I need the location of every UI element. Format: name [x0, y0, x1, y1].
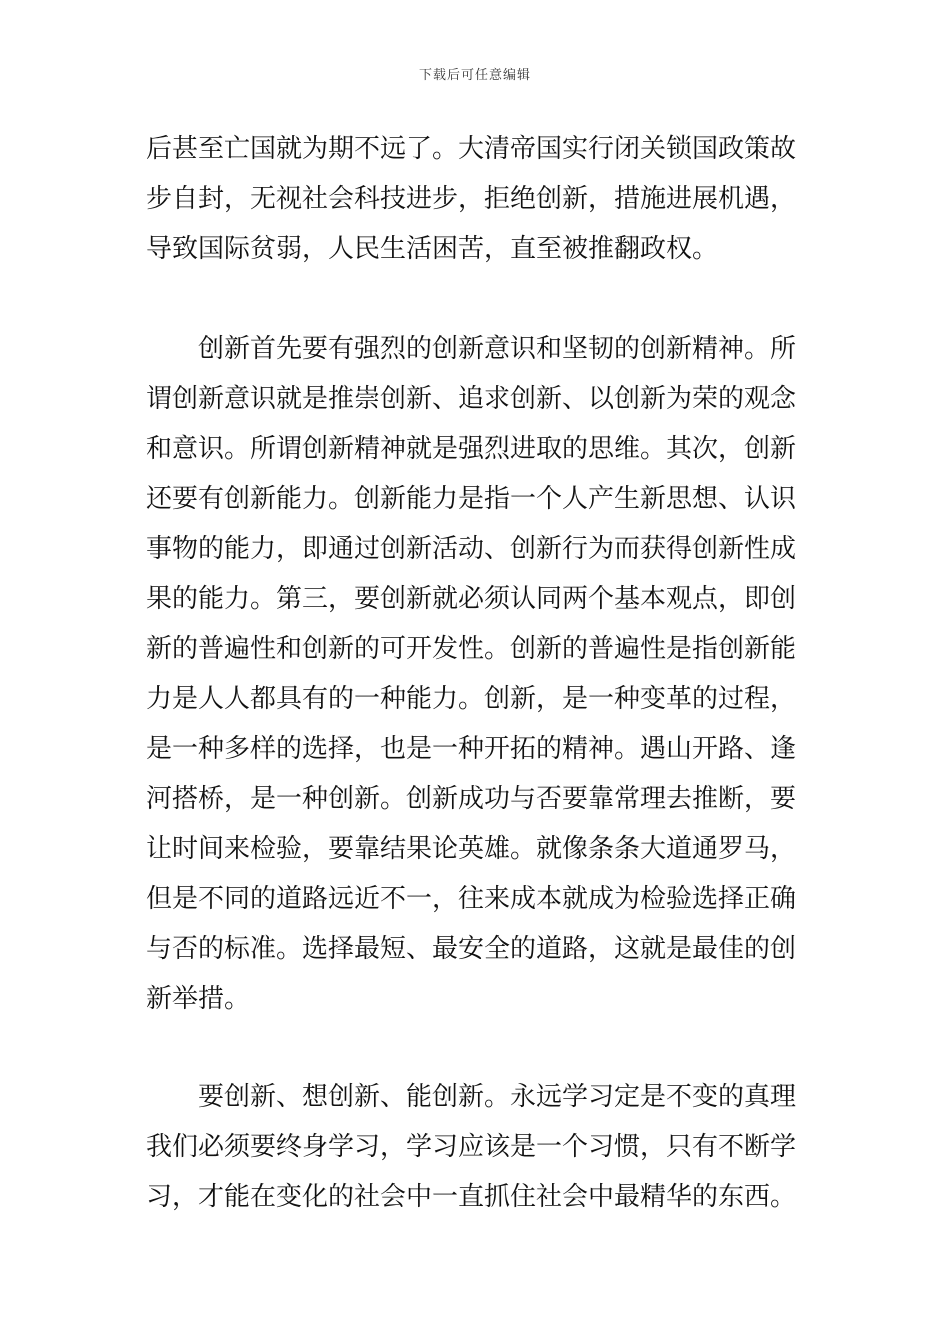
text-line: 要创新、想创新、能创新。永远学习定是不变的真理 [146, 1082, 797, 1112]
text-line: 力是人人都具有的一种能力。创新，是一种变革的过程， [146, 684, 797, 714]
text-line: 河搭桥，是一种创新。创新成功与否要靠常理去推断，要 [146, 784, 797, 814]
text-line: 导致国际贫弱，人民生活困苦，直至被推翻政权。 [146, 234, 719, 264]
text-line: 还要有创新能力。创新能力是指一个人产生新思想、认识 [146, 484, 797, 514]
text-line: 新的普遍性和创新的可开发性。创新的普遍性是指创新能 [146, 634, 797, 664]
text-line: 后甚至亡国就为期不远了。大清帝国实行闭关锁国政策故 [146, 134, 797, 164]
text-line: 我们必须要终身学习，学习应该是一个习惯，只有不断学 [146, 1132, 797, 1162]
text-line: 创新首先要有强烈的创新意识和坚韧的创新精神。所 [146, 334, 797, 364]
page-header: 下载后可任意编辑 [418, 68, 531, 83]
text-line: 是一种多样的选择，也是一种开拓的精神。遇山开路、逢 [146, 734, 797, 764]
text-line: 步自封，无视社会科技进步，拒绝创新，措施进展机遇， [146, 184, 797, 214]
text-line: 新举措。 [146, 984, 251, 1014]
text-line: 和意识。所谓创新精神就是强烈进取的思维。其次，创新 [146, 434, 797, 464]
paragraph-2 [146, 324, 806, 1024]
text-line: 与否的标准。选择最短、最安全的道路，这就是最佳的创 [146, 934, 797, 964]
text-line: 果的能力。第三，要创新就必须认同两个基本观点，即创 [146, 584, 797, 614]
paragraph-1 [146, 124, 806, 274]
paragraph-3 [146, 1072, 806, 1222]
text-line: 习，才能在变化的社会中一直抓住社会中最精华的东西。 [146, 1182, 797, 1212]
text-line: 谓创新意识就是推崇创新、追求创新、以创新为荣的观念 [146, 384, 797, 414]
text-line: 但是不同的道路远近不一，往来成本就成为检验选择正确 [146, 884, 797, 914]
text-line: 让时间来检验，要靠结果论英雄。就像条条大道通罗马， [146, 834, 797, 864]
text-line: 事物的能力，即通过创新活动、创新行为而获得创新性成 [146, 534, 797, 564]
